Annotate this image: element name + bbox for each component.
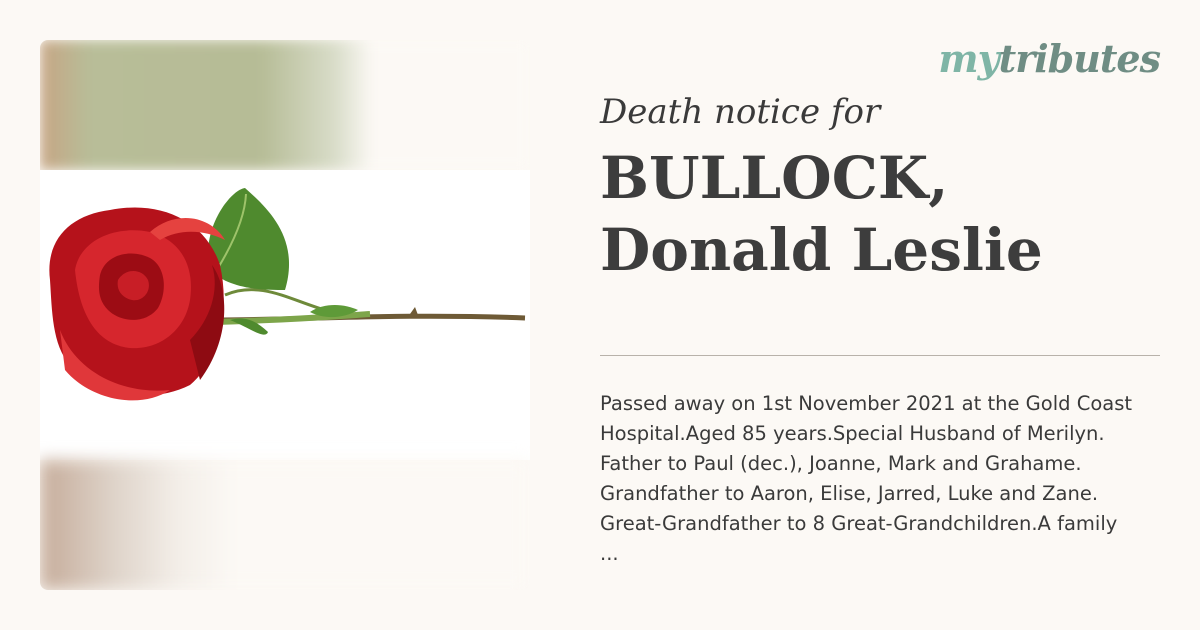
deceased-surname: BULLOCK,	[600, 144, 949, 212]
mytributes-logo[interactable]	[938, 36, 1160, 81]
image-blur-top	[40, 40, 530, 170]
deceased-name	[600, 142, 1160, 286]
red-rose-icon	[40, 170, 530, 460]
image-blur-bottom	[40, 460, 530, 590]
excerpt-line: Father to Paul (dec.), Joanne, Mark and Grahame.	[600, 452, 1082, 475]
excerpt-ellipsis: ...	[600, 542, 619, 565]
rose-photo	[40, 170, 530, 460]
logo-my: my	[938, 36, 999, 81]
notice-excerpt	[600, 389, 1160, 569]
notice-image	[40, 40, 530, 590]
excerpt-line: Passed away on 1st November 2021 at the Gold Coast	[600, 392, 1133, 415]
notice-heading: Death notice for	[600, 92, 881, 132]
logo-tributes: tributes	[998, 36, 1160, 81]
excerpt-line: Hospital.Aged 85 years.Special Husband of Merilyn.	[600, 422, 1105, 445]
excerpt-line: Grandfather to Aaron, Elise, Jarred, Luke and Zane.	[600, 482, 1099, 505]
excerpt-line: Great-Grandfather to 8 Great-Grandchildren.A family	[600, 512, 1118, 535]
deceased-given-names: Donald Leslie	[600, 216, 1043, 284]
divider	[600, 355, 1160, 356]
